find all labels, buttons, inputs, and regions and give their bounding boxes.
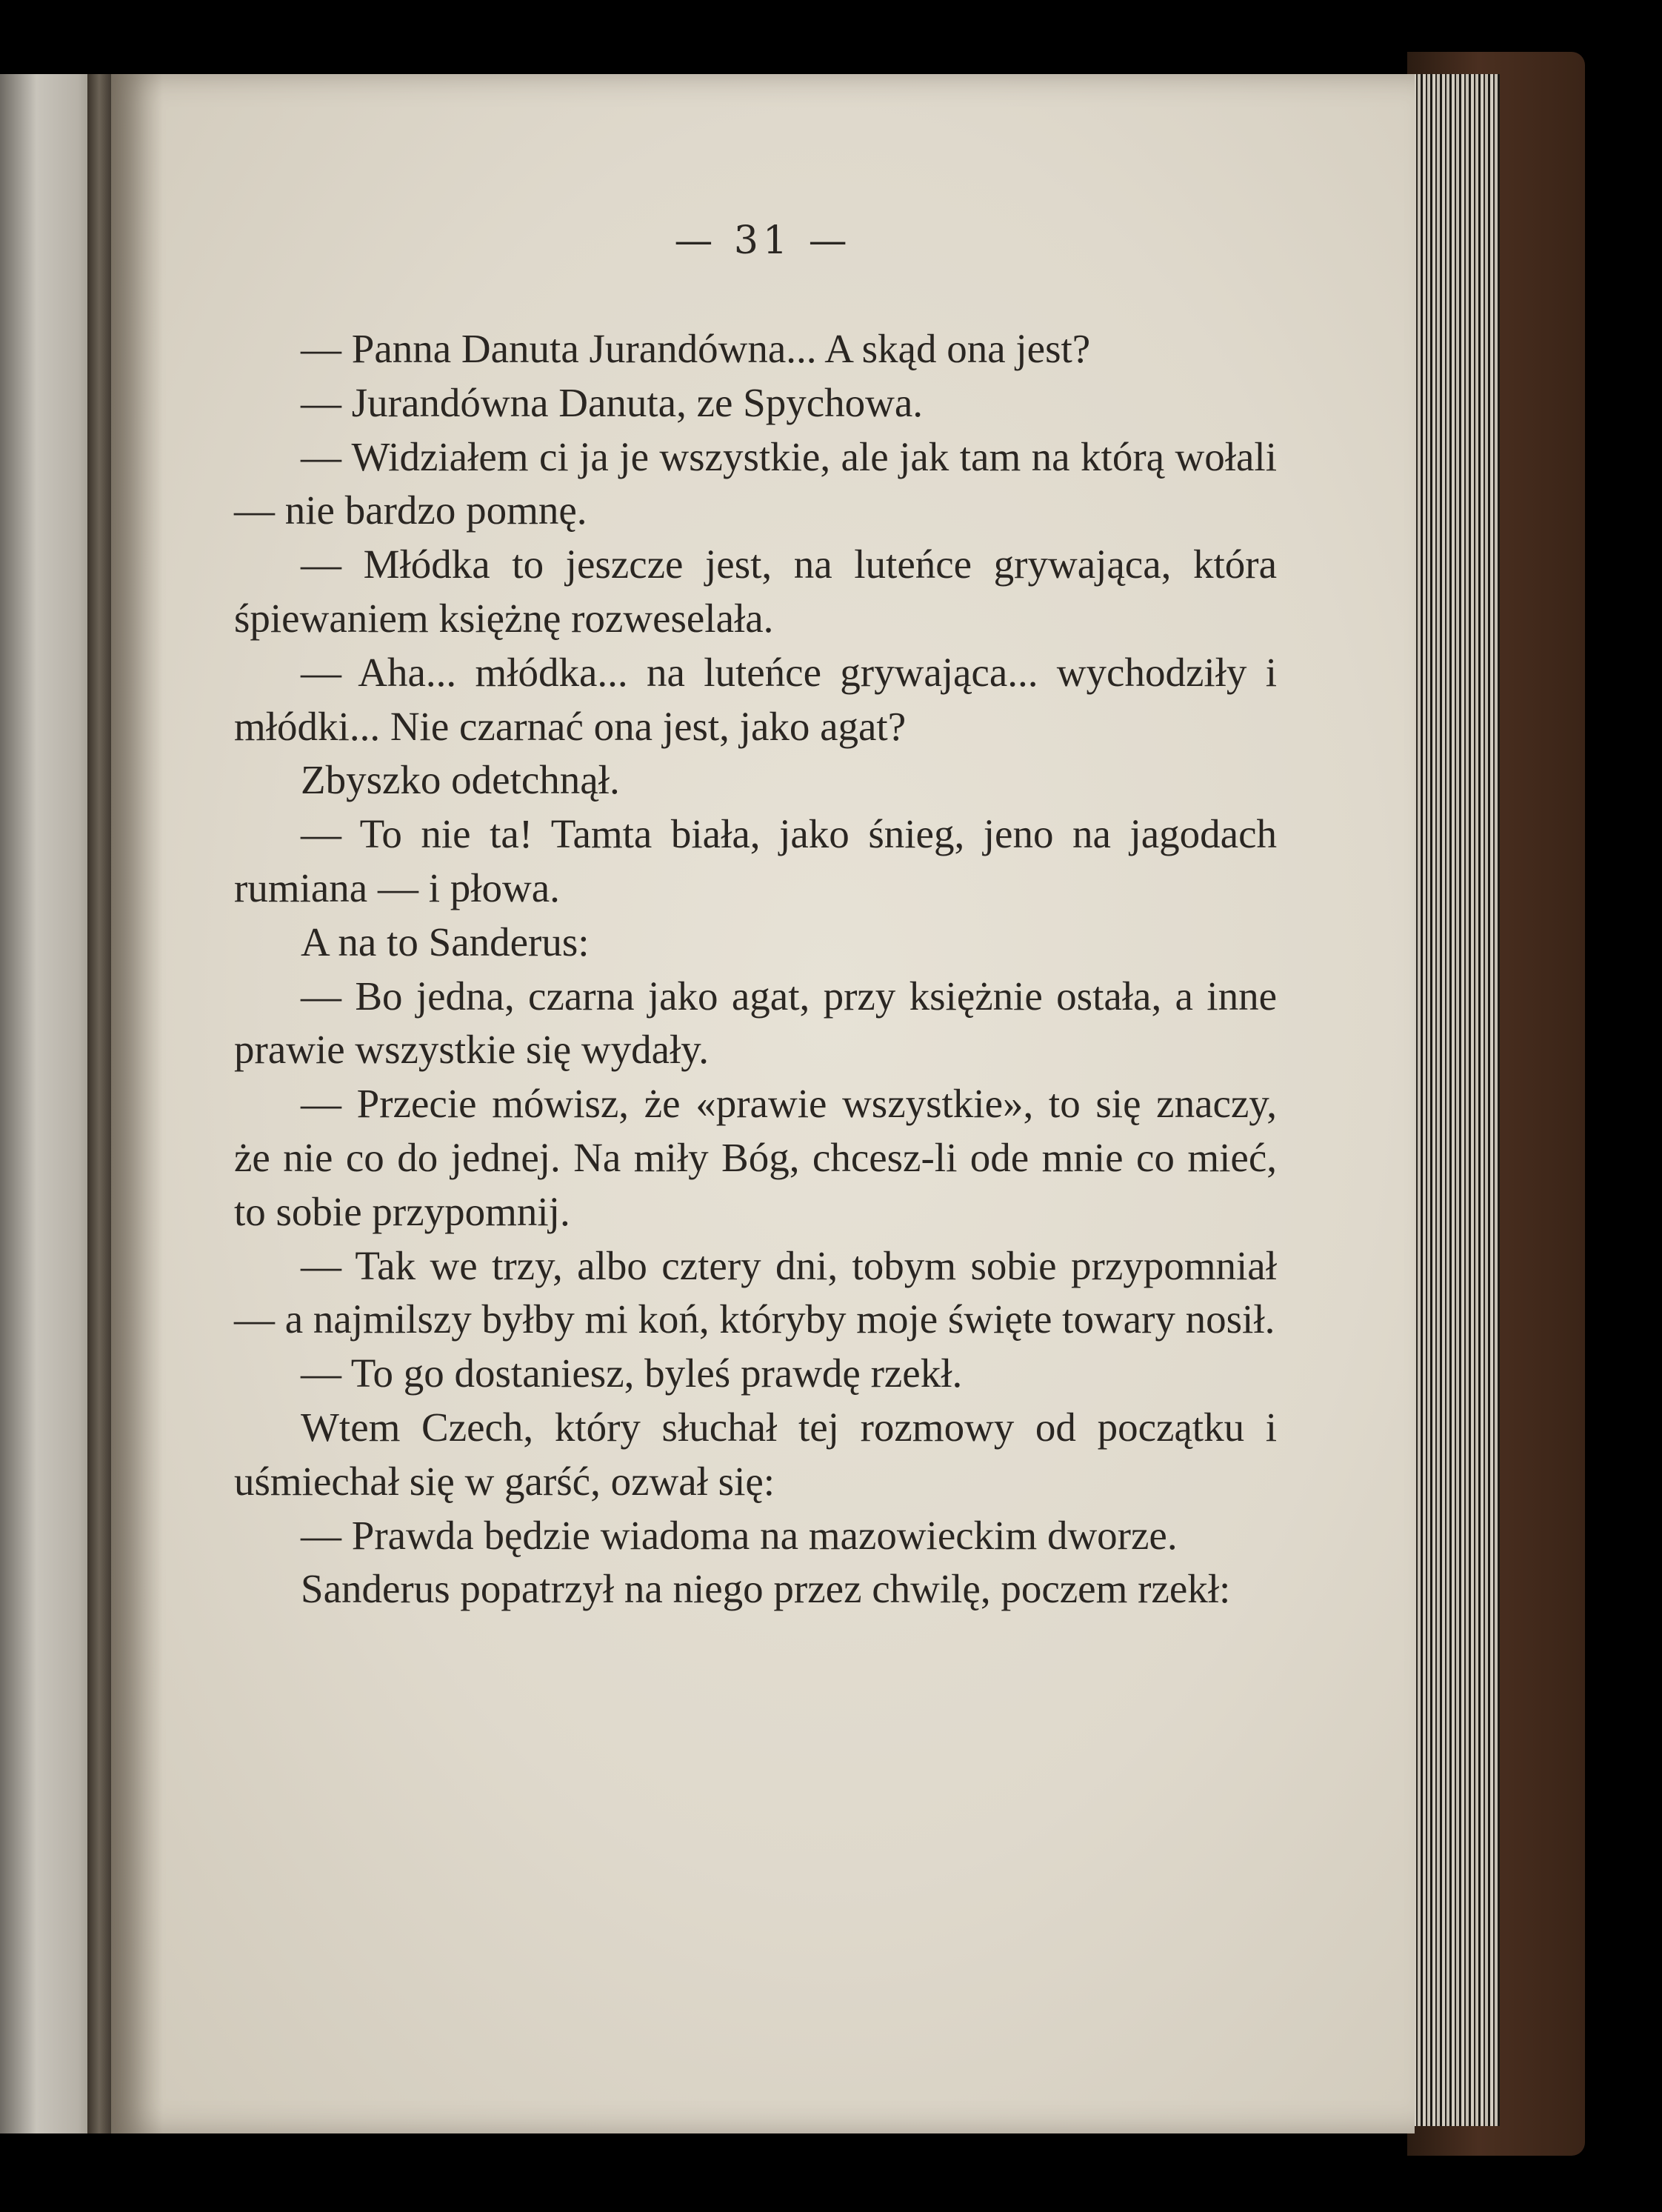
paragraph: — Przecie mówisz, że «prawie wszystkie», to się znaczy, że nie co do jednej. Na miły Bóg, chcesz-li ode mnie co mieć, to sobie przypomnij. [234,1081,1277,1234]
paragraph: Sanderus popatrzył na niego przez chwilę, poczem rzekł: [301,1566,1231,1612]
paragraph: — Widziałem ci ja je wszystkie, ale jak tam na którą wołali — nie bardzo pomnę. [234,433,1277,533]
book-page [111,74,1415,2133]
paragraph: Zbyszko odetchnął. [301,757,620,803]
paragraph: — To go dostaniesz, byleś prawdę rzekł. [301,1350,963,1396]
gutter-shadow [111,74,163,2133]
paragraph: — Aha... młódka... na luteńce grywająca... wychodziły i młódki... Nie czarnać ona jest, jako agat? [234,649,1277,749]
page-edges [1411,74,1500,2126]
paragraph: Wtem Czech, który słuchał tej rozmowy od początku i uśmiechał się w garść, ozwał się: [234,1404,1277,1504]
paragraph: A na to Sanderus: [301,919,590,965]
paragraph: — Bo jedna, czarna jako agat, przy księżnie ostała, a inne prawie wszystkie się wydały. [234,973,1277,1073]
paragraph: — Prawda będzie wiadoma na mazowieckim dworze. [301,1512,1178,1558]
paragraph: — Młódka to jeszcze jest, na luteńce grywająca, która śpiewaniem księżnę rozweselała. [234,542,1277,641]
page-text [234,322,1277,1616]
paragraph: — Panna Danuta Jurandówna... A skąd ona jest? [301,326,1091,371]
paragraph: — Tak we trzy, albo cztery dni, tobym sobie przypomniał — a najmilszy byłby mi koń, któryby moje święte towary nosił. [234,1242,1277,1342]
paragraph: — To nie ta! Tamta biała, jako śnieg, jeno na jagodach rumiana — i płowa. [234,811,1277,910]
paragraph: — Jurandówna Danuta, ze Spychowa. [301,379,924,425]
page-number: — 31 — [674,219,852,263]
